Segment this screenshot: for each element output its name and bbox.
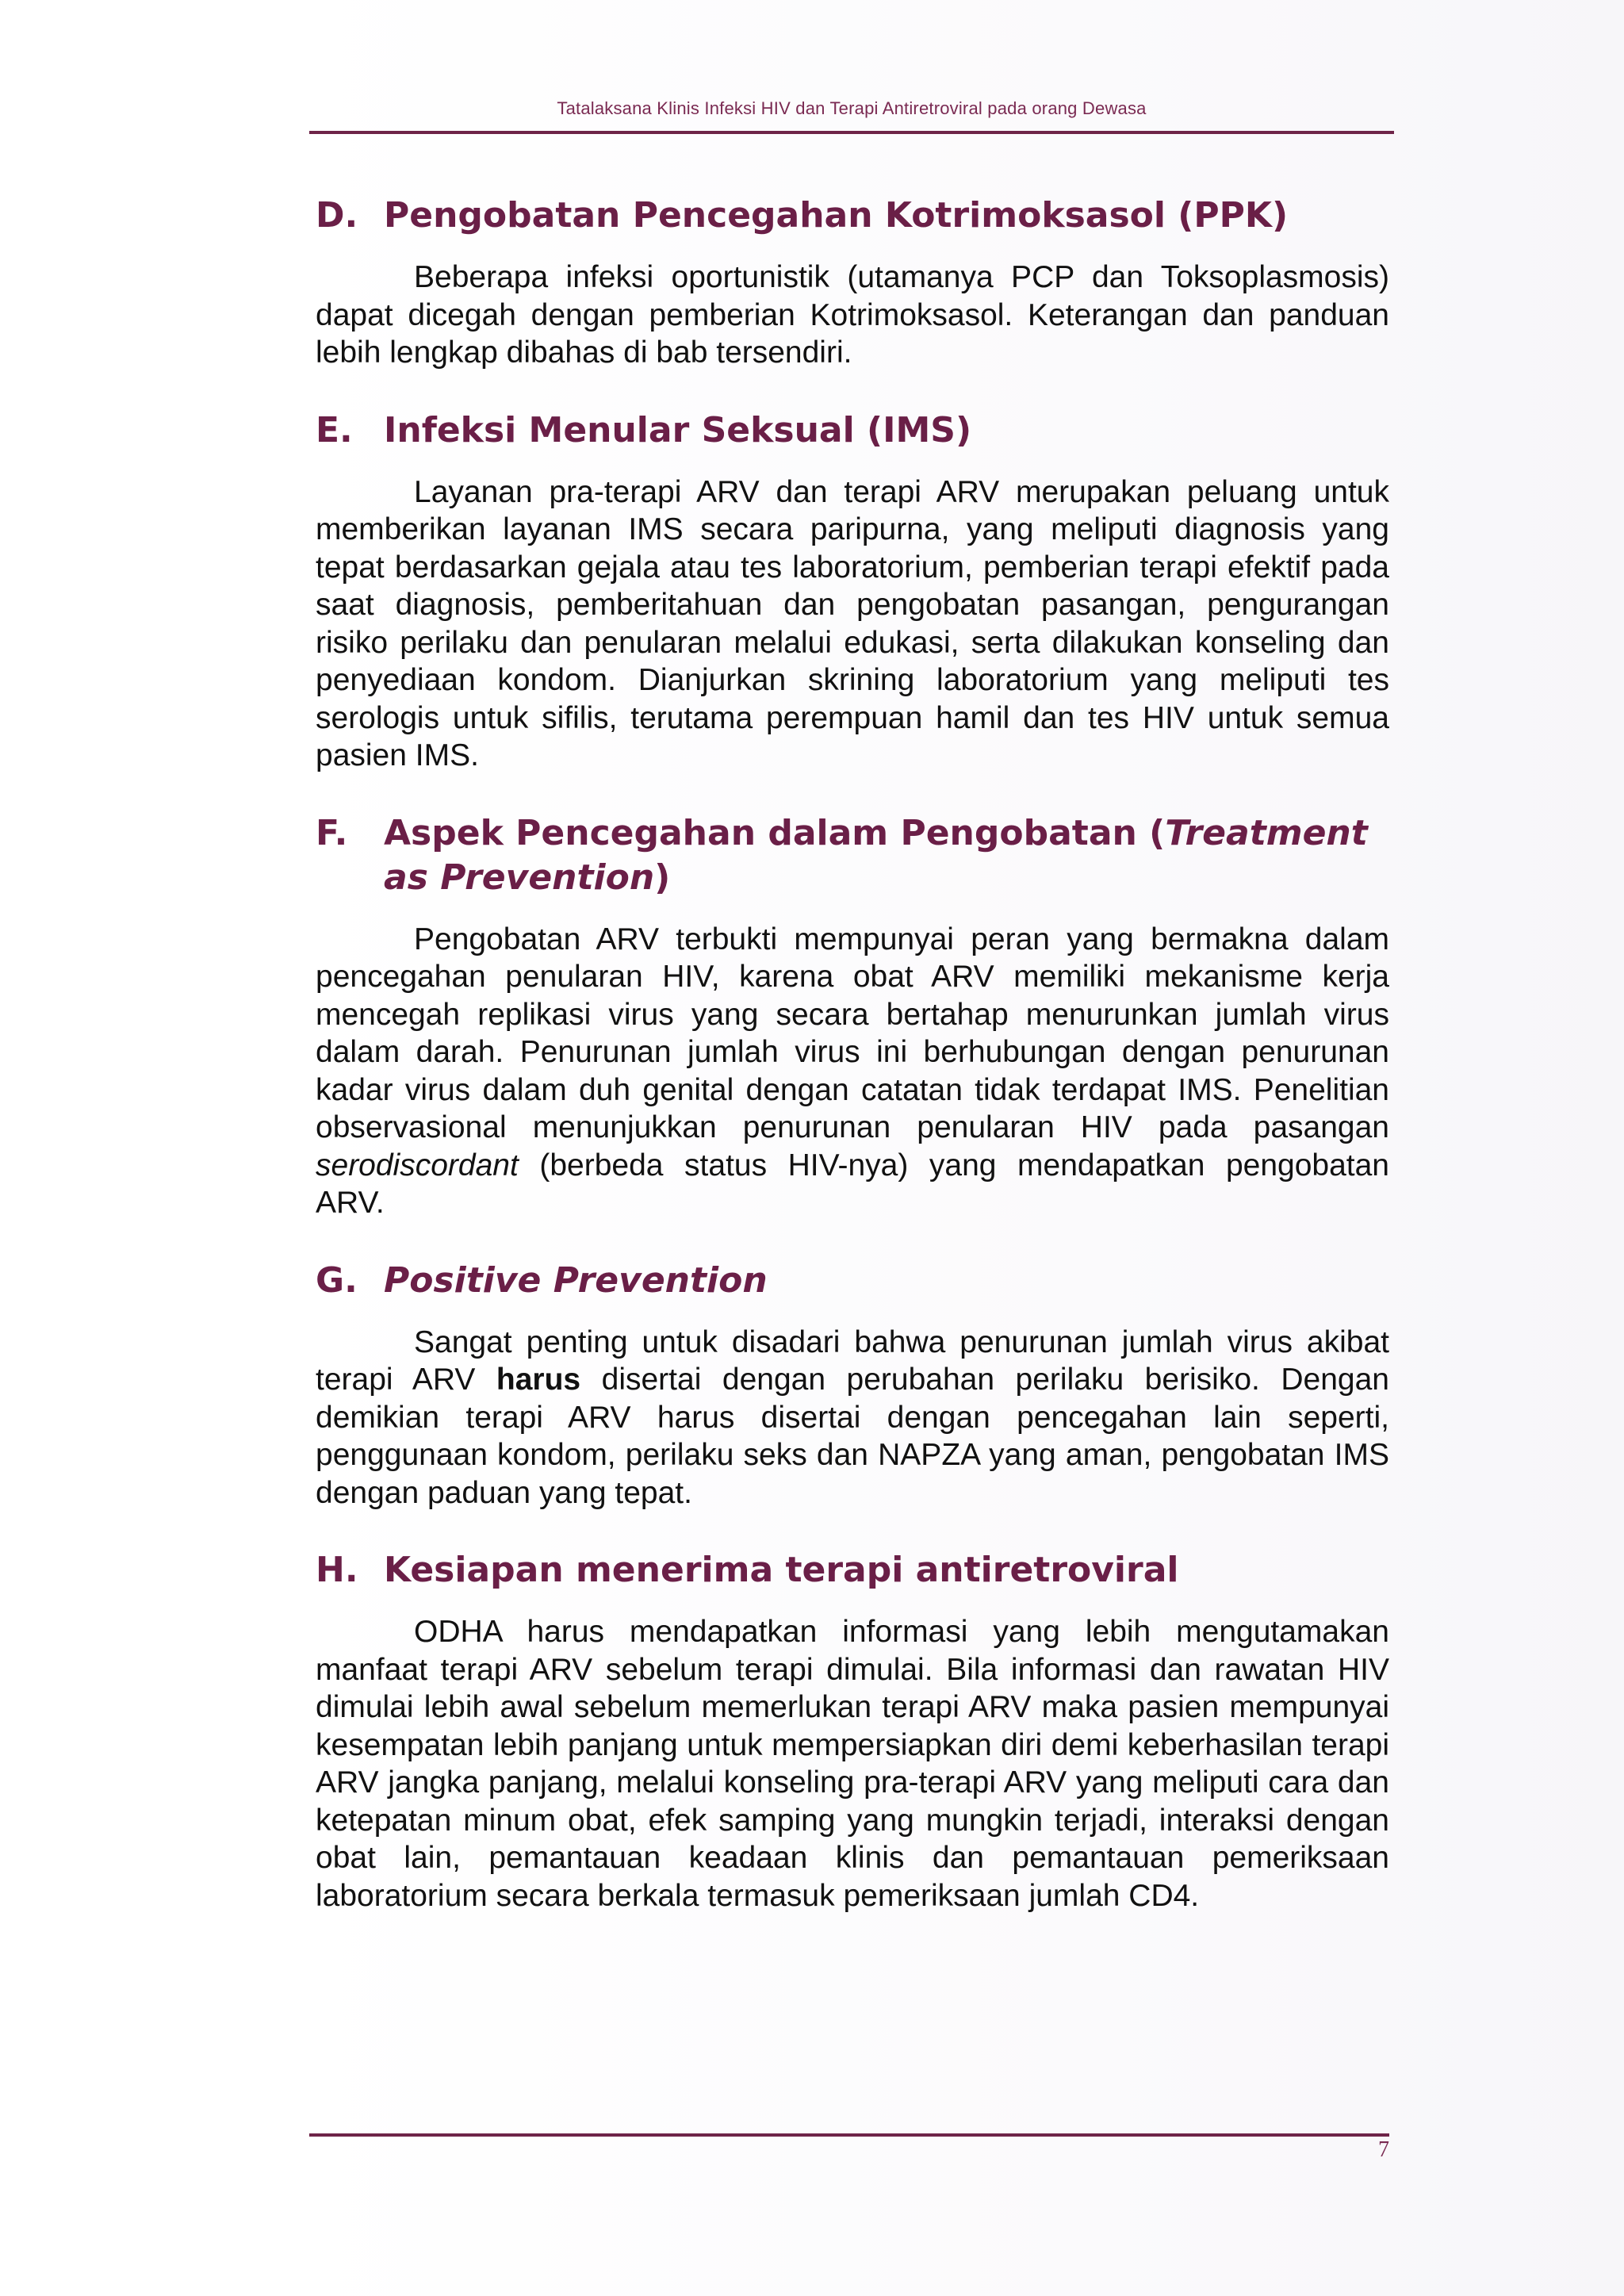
section-paragraph [316, 921, 1389, 1222]
paragraph-text: (berbeda status HIV-nya) yang mendapatkan pengobatan ARV. [316, 1148, 1389, 1220]
section-heading [316, 811, 1389, 900]
section-paragraph [316, 1324, 1389, 1512]
section-h [316, 1548, 1389, 1915]
section-letter: H. [316, 1550, 358, 1590]
section-f [316, 811, 1389, 1222]
header-divider [309, 131, 1394, 134]
section-title: Infeksi Menular Seksual (IMS) [384, 409, 972, 450]
section-title-text: ) [654, 857, 671, 898]
section-title-italic: Positive Prevention [384, 1259, 768, 1301]
section-letter: F. [316, 812, 348, 853]
running-header: Tatalaksana Klinis Infeksi HIV dan Terapi Antiretroviral pada orang Dewasa [557, 98, 1147, 118]
section-letter: D. [316, 195, 358, 236]
section-g [316, 1259, 1389, 1512]
paragraph-text: Sangat penting untuk disadari bahwa penurunan jumlah virus akibat terapi ARV [316, 1324, 1389, 1397]
section-heading [316, 1259, 1389, 1303]
section-letter: G. [316, 1259, 358, 1301]
section-title: Kesiapan menerima terapi antiretroviral [384, 1550, 1179, 1590]
section-heading [316, 408, 1389, 453]
section-heading [316, 1548, 1389, 1593]
paragraph-text: Pengobatan ARV terbukti mempunyai peran yang bermakna dalam pencegahan penularan HIV, karena obat ARV memiliki mekanisme kerja mencegah replikasi virus yang secara bertahap menurunkan jumlah virus dalam darah. Penurunan jumlah virus ini berhubungan dengan penurunan kadar virus dalam duh genital dengan catatan tidak terdapat IMS. Penelitian observasional menunjukkan penurunan penularan HIV pada pasangan [316, 922, 1389, 1144]
section-title: Pengobatan Pencegahan Kotrimoksasol (PPK) [384, 195, 1289, 236]
section-paragraph: Beberapa infeksi oportunistik (utamanya PCP dan Toksoplasmosis) dapat dicegah dengan pemberian Kotrimoksasol. Keterangan dan panduan lebih lengkap dibahas di bab tersendiri. [316, 260, 1389, 370]
section-paragraph: Layanan pra-terapi ARV dan terapi ARV merupakan peluang untuk memberikan layanan IMS secara paripurna, yang meliputi diagnosis yang tepat berdasarkan gejala atau tes laboratorium, pemberian terapi efektif pada saat diagnosis, pemberitahuan dan pengobatan pasangan, pengurangan risiko perilaku dan penularan melalui edukasi, serta dilakukan konseling dan penyediaan kondom. Dianjurkan skrining laboratorium yang meliputi tes serologis untuk sifilis, terutama perempuan hamil dan tes HIV untuk semua pasien IMS. [316, 474, 1389, 772]
section-paragraph: ODHA harus mendapatkan informasi yang lebih mengutamakan manfaat terapi ARV sebelum terapi dimulai. Bila informasi dan rawatan HIV dimulai lebih awal sebelum memerlukan terapi ARV maka pasien mempunyai kesempatan lebih panjang untuk mempersiapkan diri demi keberhasilan terapi ARV jangka panjang, melalui konseling pra-terapi ARV yang meliputi cara dan ketepatan minum obat, efek samping yang mungkin terjadi, interaksi dengan obat lain, pemantauan keadaan klinis dan pemantauan pemeriksaan laboratorium secara berkala termasuk pemeriksaan jumlah CD4. [316, 1615, 1389, 1913]
section-title [384, 1259, 1389, 1303]
section-d [316, 194, 1389, 372]
page-number: 7 [1378, 2137, 1389, 2162]
section-heading [316, 194, 1389, 238]
section-title-italic: Treatment as Prevention [384, 812, 1368, 898]
section-letter: E. [316, 409, 353, 450]
document-body [316, 194, 1389, 1951]
paragraph-italic-term: serodiscordant [316, 1148, 519, 1182]
paragraph-bold-term: harus [496, 1363, 581, 1397]
footer-divider [309, 2133, 1389, 2137]
paragraph-text: disertai dengan perubahan perilaku berisiko. Dengan demikian terapi ARV harus disertai dengan pencegahan lain seperti, penggunaan kondom, perilaku seks dan NAPZA yang aman, pengobatan IMS dengan paduan yang tepat. [316, 1363, 1389, 1510]
section-title [384, 811, 1389, 900]
section-e [316, 408, 1389, 775]
section-title-text: Aspek Pencegahan dalam Pengobatan ( [384, 812, 1166, 853]
